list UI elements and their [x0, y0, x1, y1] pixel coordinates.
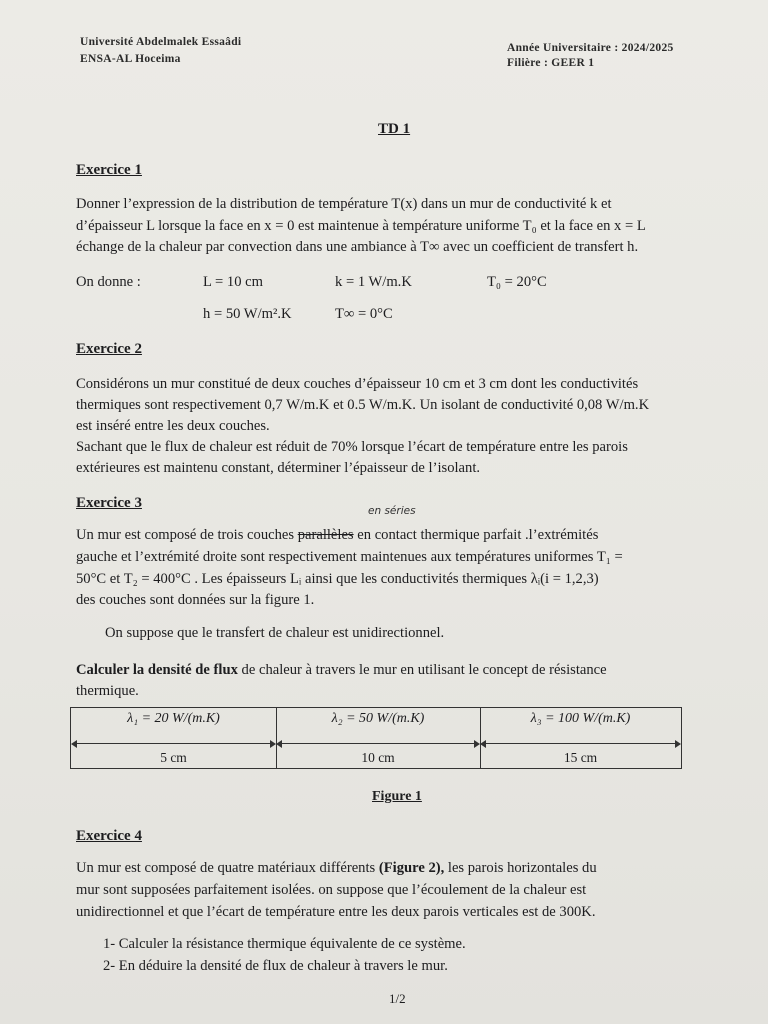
figure-1-caption: Figure 1 [372, 789, 422, 804]
layer-2-conductivity: λ₂ = 50 W/(m.K) [331, 711, 425, 726]
layer-1-dimension-arrow [75, 743, 272, 744]
ex3-task [76, 662, 607, 679]
ex4-line-3: unidirectionnel et que l’écart de température entre les deux parois verticales est de 300K. [76, 904, 596, 920]
ex4-line-2: mur sont supposées parfaitement isolées. on suppose que l’écoulement de la chaleur est [76, 882, 587, 898]
ex3-assumption: On suppose que le transfert de chaleur est unidirectionnel. [105, 625, 445, 641]
layer-2-thickness: 10 cm [361, 750, 395, 765]
page-title: TD 1 [378, 121, 411, 137]
struck-word: parallèles [297, 527, 354, 543]
ex1-line-2: d’épaisseur L lorsque la face en x = 0 est maintenue à température uniforme T₀ et la face en x = L [76, 218, 646, 234]
ex4-figure-ref: (Figure 2), [378, 860, 445, 876]
given-T0: T₀ = 20°C [487, 274, 547, 290]
layer-1-thickness: 5 cm [160, 750, 187, 765]
page-number: 1/2 [389, 991, 406, 1006]
ex1-line-3: échange de la chaleur par convection dans une ambiance à T∞ avec un coefficient de transfert h. [76, 239, 639, 255]
ex3-line-1-start: Un mur est composé de trois couches [76, 527, 295, 543]
given-Tinf: T∞ = 0°C [335, 306, 393, 322]
university-name: Université Abdelmalek Essaâdi [80, 36, 242, 48]
exercise-3-heading: Exercice 3 [76, 495, 142, 511]
ex2-line-4: Sachant que le flux de chaleur est réduit de 70% lorsque l’écart de température entre les parois [76, 439, 628, 455]
given-h: h = 50 W/m².K [203, 306, 292, 322]
school-name: ENSA-AL Hoceima [80, 53, 181, 65]
ex2-line-1: Considérons un mur constitué de deux couches d’épaisseur 10 cm et 3 cm dont les conductivités [76, 376, 639, 392]
branch: Filière : GEER 1 [507, 57, 595, 69]
layer-2 [276, 708, 481, 768]
layer-2-dimension-arrow [280, 743, 476, 744]
layer-3-thickness: 15 cm [563, 750, 598, 765]
ex3-line-1-end: en contact thermique parfait .l’extrémités [357, 527, 599, 543]
exercise-2-heading: Exercice 2 [76, 341, 142, 357]
ex3-line-4: des couches sont données sur la figure 1. [76, 592, 315, 608]
academic-year: Année Universitaire : 2024/2025 [507, 42, 674, 54]
layer-3-conductivity: λ₃ = 100 W/(m.K) [530, 711, 631, 726]
given-k: k = 1 W/m.K [335, 274, 412, 290]
layer-1-conductivity: λ₁ = 20 W/(m.K) [127, 711, 220, 726]
ex2-line-5: extérieures est maintenu constant, déterminer l’épaisseur de l’isolant. [76, 460, 481, 476]
ex4-line-1-start: Un mur est composé de quatre matériaux différents [76, 860, 379, 876]
layer-1 [71, 708, 277, 768]
exercise-1-heading: Exercice 1 [76, 162, 142, 178]
ex3-line-3: 50°C et T₂ = 400°C . Les épaisseurs Lᵢ ainsi que les conductivités thermiques λᵢ(i = 1,2,3) [76, 571, 599, 587]
ex3-task-rest: de chaleur à travers le mur en utilisant le concept de résistance [237, 662, 607, 678]
ex2-line-3: est inséré entre les deux couches. [76, 418, 270, 434]
exercise-4-heading: Exercice 4 [76, 828, 142, 844]
layer-3-dimension-arrow [484, 743, 677, 744]
ex4-line-1-end: les parois horizontales du [444, 860, 597, 876]
ex4-line-1 [76, 860, 597, 877]
ex4-item-1: 1- Calculer la résistance thermique équivalente de ce système. [103, 936, 466, 952]
given-label: On donne : [76, 274, 141, 290]
handwritten-correction: en séries [368, 505, 416, 517]
layer-3 [480, 708, 681, 768]
figure-1-wall-diagram [70, 707, 682, 769]
ex3-line-1 [76, 527, 598, 544]
ex2-line-2: thermiques sont respectivement 0,7 W/m.K et 0.5 W/m.K. Un isolant de conductivité 0,08 W/m.K [76, 397, 650, 413]
ex3-task-bold: Calculer la densité de flux [76, 662, 238, 678]
ex3-task-line-2: thermique. [76, 683, 139, 699]
ex4-item-2: 2- En déduire la densité de flux de chaleur à travers le mur. [103, 958, 448, 974]
ex1-line-1: Donner l’expression de la distribution de température T(x) dans un mur de conductivité k et [76, 196, 612, 212]
ex3-line-2: gauche et l’extrémité droite sont respectivement maintenues aux températures uniformes T₁ = [76, 549, 623, 565]
given-L: L = 10 cm [203, 274, 263, 290]
